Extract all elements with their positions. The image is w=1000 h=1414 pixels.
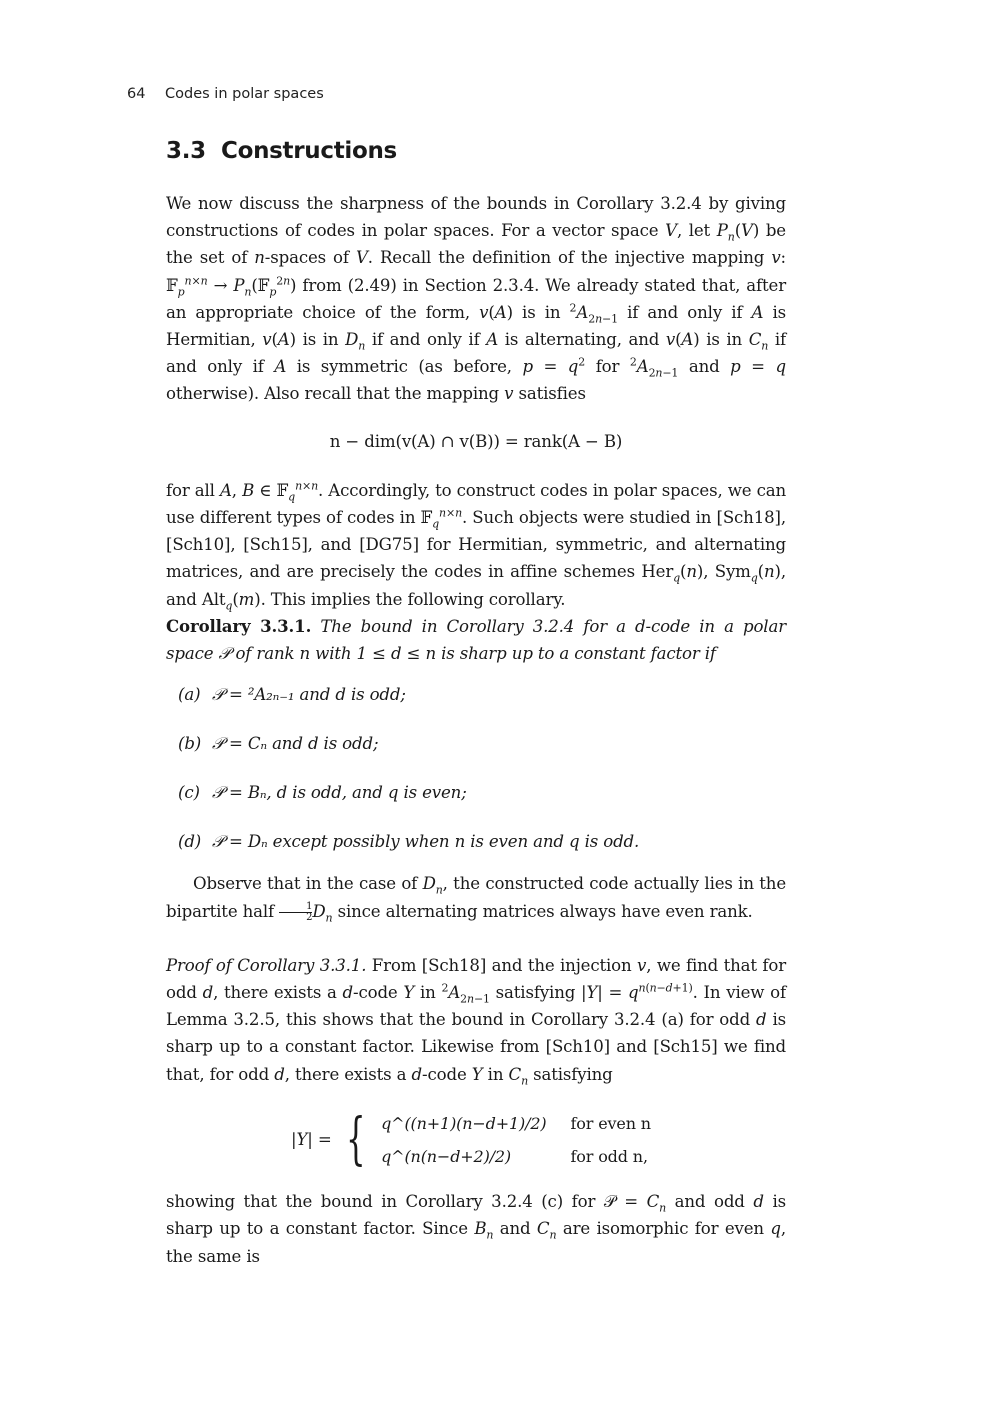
left-brace-icon: { (345, 1107, 366, 1173)
paragraph-observation: Observe that in the case of $D_n$, the constructed code actually lies in the bipartite half $\frac{1}{2}$ $D_n$ since alternating matrices always have even rank. (166, 874, 786, 924)
section-heading (166, 138, 397, 164)
page-number: 64 (127, 86, 146, 102)
list-item: (a) 𝒫 = ²A₂ₙ₋₁ and d is odd; (178, 685, 406, 705)
case-expression: q^(n(n−d+2)/2) (381, 1147, 512, 1167)
paragraph-conclusion: showing that the bound in Corollary 3.2.4 (c) for 𝒫 = $C_n$ and odd d is sharp up to a constant factor. Since $B_n$ and $C_n$ are isomorphic for even q, the same is (166, 1192, 786, 1266)
cases-table (379, 1106, 661, 1174)
corollary-heading: Corollary 3.3.1. (166, 615, 312, 636)
corollary-conditions (178, 681, 786, 855)
case-expression: q^((n+1)(n−d+1)/2) (381, 1113, 547, 1133)
paragraph-codes: for all A, B ∈ 𝔽$_q^{n\times n}$. Accordingly, to construct codes in polar spaces, we can use different types of codes in 𝔽$_q^{n\times n}$. Such objects were studied in [Sch18], [Sch10], [Sch15], and [DG75] for Hermitian, symmetric, and alternating matrices, and are precisely the codes in affine schemes Her$_q$(n), Sym$_q$(n), and Alt$_q$(m). This implies the following corollary. (166, 479, 787, 612)
section-title: Constructions (221, 138, 397, 164)
list-item: (d) 𝒫 = Dₙ except possibly when n is even and q is odd. (178, 831, 640, 851)
main-text (166, 190, 786, 1270)
table-row (381, 1141, 659, 1172)
paragraph-intro: We now discuss the sharpness of the bounds in Corollary 3.2.4 by giving constructions of codes in polar spaces. For a vector space V, let $P_n(V)$ be the set of n-spaces of V. Recall the definition of the injective mapping v: 𝔽$_p^{n\times n}$ → $P_n(𝔽_p^{2n})$ from (2.49) in Section 2.3.4. We already stated that, after an appropriate choice of the form, v(A) is in $^2A_{2n-1}$ if and only if A is Hermitian, v(A) is in $D_n$ if and only if A is alternating, and v(A) is in $C_n$ if and only if A is symmetric (as before, $p = q^2$ for $^2A_{2n-1}$ and p = q otherwise). Also recall that the mapping v satisfies (166, 194, 787, 404)
table-row (381, 1108, 659, 1139)
running-header (127, 86, 324, 102)
cases-equation (166, 1106, 786, 1174)
display-equation: n − dim(v(A) ∩ v(B)) = rank(A − B) (329, 431, 623, 451)
case-condition: for even n (570, 1113, 651, 1133)
list-item: (c) 𝒫 = Bₙ, d is odd, and q is even; (178, 782, 467, 802)
running-title: Codes in polar spaces (165, 86, 324, 102)
case-condition: for odd n, (570, 1147, 648, 1167)
proof-heading: Proof of Corollary 3.3.1. (166, 955, 367, 975)
cases-lhs: |Y| = (291, 1130, 332, 1150)
section-number: 3.3 (166, 138, 206, 164)
list-item: (b) 𝒫 = Cₙ and d is odd; (178, 734, 379, 754)
corollary-statement: Corollary 3.3.1. The bound in Corollary 3.2.4 for a d-code in a polar space 𝒫 of rank n with 1 ≤ d ≤ n is sharp up to a constant factor if (166, 615, 786, 664)
proof-paragraph: Proof of Corollary 3.3.1. From [Sch18] and the injection v, we find that for odd d, there exists a d-code Y in $^2A_{2n-1}$ satisfying $|Y| = q^{n(n-d+1)}$. In view of Lemma 3.2.5, this shows that the bound in Corollary 3.2.4 (a) for odd d is sharp up to a constant factor. Likewise from [Sch10] and [Sch15] we find that, for odd d, there exists a d-code Y in $C_n$ satisfying (166, 955, 787, 1087)
